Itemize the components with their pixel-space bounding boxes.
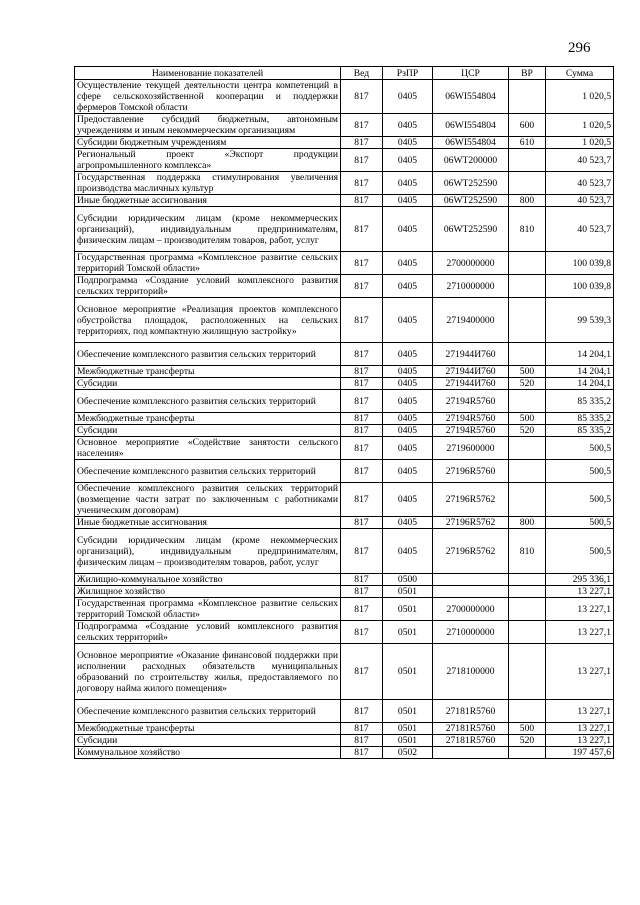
cell-csr: 27196R5762 bbox=[433, 529, 509, 574]
table-row bbox=[75, 700, 614, 723]
cell-vr bbox=[509, 149, 546, 172]
cell-vr bbox=[509, 275, 546, 298]
header-name: Наименование показателей bbox=[75, 67, 341, 80]
cell-rzpr: 0405 bbox=[383, 80, 433, 114]
cell-name: Обеспечение комплексного развития сельских территорий bbox=[75, 460, 341, 483]
cell-vr bbox=[509, 598, 546, 621]
cell-vr bbox=[509, 621, 546, 644]
cell-ved: 817 bbox=[341, 413, 383, 425]
header-sum: Сумма bbox=[546, 67, 614, 80]
cell-rzpr: 0405 bbox=[383, 343, 433, 366]
table-row bbox=[75, 598, 614, 621]
cell-csr: 271944И760 bbox=[433, 343, 509, 366]
cell-csr: 2718100000 bbox=[433, 644, 509, 700]
cell-ved: 817 bbox=[341, 598, 383, 621]
cell-vr: 810 bbox=[509, 529, 546, 574]
cell-sum: 40 523,7 bbox=[546, 149, 614, 172]
cell-rzpr: 0405 bbox=[383, 137, 433, 149]
cell-sum: 500,5 bbox=[546, 483, 614, 517]
cell-name: Коммунальное хозяйство bbox=[75, 747, 341, 759]
cell-vr: 520 bbox=[509, 735, 546, 747]
cell-ved: 817 bbox=[341, 207, 383, 252]
table-row bbox=[75, 390, 614, 413]
cell-sum: 500,5 bbox=[546, 437, 614, 460]
cell-ved: 817 bbox=[341, 700, 383, 723]
cell-csr: 06WI554804 bbox=[433, 137, 509, 149]
cell-rzpr: 0405 bbox=[383, 207, 433, 252]
cell-name: Государственная поддержка стимулирования увеличения производства масличных культур bbox=[75, 172, 341, 195]
cell-ved: 817 bbox=[341, 644, 383, 700]
cell-name: Основное мероприятие «Реализация проектов комплексного обустройства площадок, расположенных на сельских территориях, под компактную жилищную застройку» bbox=[75, 298, 341, 343]
cell-rzpr: 0405 bbox=[383, 195, 433, 207]
table-row bbox=[75, 413, 614, 425]
cell-rzpr: 0501 bbox=[383, 621, 433, 644]
cell-name: Обеспечение комплексного развития сельских территорий bbox=[75, 343, 341, 366]
cell-csr: 27194R5760 bbox=[433, 425, 509, 437]
cell-vr bbox=[509, 172, 546, 195]
table-row bbox=[75, 460, 614, 483]
cell-sum: 40 523,7 bbox=[546, 172, 614, 195]
header-csr: ЦСР bbox=[433, 67, 509, 80]
table-row bbox=[75, 621, 614, 644]
cell-csr: 27194R5760 bbox=[433, 390, 509, 413]
table-body bbox=[75, 80, 614, 759]
cell-name: Обеспечение комплексного развития сельских территорий bbox=[75, 700, 341, 723]
table-row bbox=[75, 517, 614, 529]
table-row bbox=[75, 378, 614, 390]
cell-name: Обеспечение комплексного развития сельских территорий bbox=[75, 390, 341, 413]
cell-csr bbox=[433, 586, 509, 598]
cell-csr: 27196R5762 bbox=[433, 483, 509, 517]
cell-name: Субсидии юридическим лицам (кроме некоммерческих организаций), индивидуальным предпринимателям, физическим лицам – производителям товаров, работ, услуг bbox=[75, 529, 341, 574]
table-row bbox=[75, 207, 614, 252]
cell-name: Межбюджетные трансферты bbox=[75, 366, 341, 378]
cell-sum: 13 227,1 bbox=[546, 723, 614, 735]
cell-rzpr: 0405 bbox=[383, 114, 433, 137]
cell-vr bbox=[509, 437, 546, 460]
table-row bbox=[75, 735, 614, 747]
cell-sum: 13 227,1 bbox=[546, 598, 614, 621]
cell-csr: 06WI554804 bbox=[433, 114, 509, 137]
cell-sum: 197 457,6 bbox=[546, 747, 614, 759]
cell-name: Региональный проект «Экспорт продукции агропромышленного комплекса» bbox=[75, 149, 341, 172]
cell-csr: 2710000000 bbox=[433, 275, 509, 298]
cell-vr: 600 bbox=[509, 114, 546, 137]
cell-name: Субсидии бюджетным учреждениям bbox=[75, 137, 341, 149]
cell-sum: 500,5 bbox=[546, 529, 614, 574]
cell-ved: 817 bbox=[341, 114, 383, 137]
cell-sum: 14 204,1 bbox=[546, 343, 614, 366]
cell-sum: 500,5 bbox=[546, 460, 614, 483]
page-number: 296 bbox=[568, 40, 591, 56]
cell-vr bbox=[509, 343, 546, 366]
cell-vr bbox=[509, 80, 546, 114]
cell-rzpr: 0501 bbox=[383, 586, 433, 598]
table-row bbox=[75, 644, 614, 700]
cell-rzpr: 0502 bbox=[383, 747, 433, 759]
cell-name: Субсидии bbox=[75, 425, 341, 437]
cell-vr: 500 bbox=[509, 723, 546, 735]
cell-name: Государственная программа «Комплексное развитие сельских территорий Томской области» bbox=[75, 598, 341, 621]
cell-csr: 06WT252590 bbox=[433, 172, 509, 195]
cell-rzpr: 0405 bbox=[383, 390, 433, 413]
cell-vr: 500 bbox=[509, 366, 546, 378]
cell-ved: 817 bbox=[341, 747, 383, 759]
cell-ved: 817 bbox=[341, 621, 383, 644]
header-ved: Вед bbox=[341, 67, 383, 80]
cell-vr bbox=[509, 700, 546, 723]
cell-rzpr: 0501 bbox=[383, 644, 433, 700]
cell-vr: 500 bbox=[509, 413, 546, 425]
cell-ved: 817 bbox=[341, 735, 383, 747]
cell-rzpr: 0500 bbox=[383, 574, 433, 586]
cell-rzpr: 0405 bbox=[383, 298, 433, 343]
cell-csr: 2710000000 bbox=[433, 621, 509, 644]
table-row bbox=[75, 195, 614, 207]
cell-csr: 27181R5760 bbox=[433, 723, 509, 735]
table-row bbox=[75, 114, 614, 137]
table-row bbox=[75, 343, 614, 366]
cell-csr: 27194R5760 bbox=[433, 413, 509, 425]
cell-vr bbox=[509, 483, 546, 517]
cell-sum: 13 227,1 bbox=[546, 735, 614, 747]
table-row bbox=[75, 425, 614, 437]
cell-ved: 817 bbox=[341, 574, 383, 586]
table-row bbox=[75, 574, 614, 586]
cell-ved: 817 bbox=[341, 275, 383, 298]
cell-name: Жилищно-коммунальное хозяйство bbox=[75, 574, 341, 586]
cell-csr: 2700000000 bbox=[433, 252, 509, 275]
cell-sum: 1 020,5 bbox=[546, 80, 614, 114]
cell-ved: 817 bbox=[341, 517, 383, 529]
table-row bbox=[75, 252, 614, 275]
cell-sum: 1 020,5 bbox=[546, 137, 614, 149]
cell-sum: 13 227,1 bbox=[546, 644, 614, 700]
cell-rzpr: 0405 bbox=[383, 413, 433, 425]
cell-vr bbox=[509, 586, 546, 598]
table-row bbox=[75, 80, 614, 114]
cell-sum: 295 336,1 bbox=[546, 574, 614, 586]
cell-vr bbox=[509, 460, 546, 483]
cell-sum: 85 335,2 bbox=[546, 390, 614, 413]
cell-csr bbox=[433, 747, 509, 759]
budget-table bbox=[74, 66, 614, 759]
cell-ved: 817 bbox=[341, 252, 383, 275]
cell-rzpr: 0405 bbox=[383, 252, 433, 275]
cell-rzpr: 0405 bbox=[383, 425, 433, 437]
cell-name: Иные бюджетные ассигнования bbox=[75, 517, 341, 529]
cell-sum: 13 227,1 bbox=[546, 621, 614, 644]
cell-ved: 817 bbox=[341, 723, 383, 735]
cell-rzpr: 0405 bbox=[383, 172, 433, 195]
cell-ved: 817 bbox=[341, 172, 383, 195]
cell-ved: 817 bbox=[341, 137, 383, 149]
cell-ved: 817 bbox=[341, 529, 383, 574]
cell-rzpr: 0501 bbox=[383, 723, 433, 735]
table-row bbox=[75, 137, 614, 149]
cell-ved: 817 bbox=[341, 390, 383, 413]
cell-ved: 817 bbox=[341, 425, 383, 437]
cell-csr: 2719400000 bbox=[433, 298, 509, 343]
table-row bbox=[75, 723, 614, 735]
cell-ved: 817 bbox=[341, 195, 383, 207]
cell-rzpr: 0405 bbox=[383, 275, 433, 298]
cell-rzpr: 0501 bbox=[383, 700, 433, 723]
cell-sum: 13 227,1 bbox=[546, 700, 614, 723]
header-rzpr: РзПР bbox=[383, 67, 433, 80]
cell-rzpr: 0405 bbox=[383, 529, 433, 574]
cell-sum: 99 539,3 bbox=[546, 298, 614, 343]
cell-rzpr: 0405 bbox=[383, 483, 433, 517]
cell-name: Межбюджетные трансферты bbox=[75, 413, 341, 425]
cell-name: Жилищное хозяйство bbox=[75, 586, 341, 598]
cell-csr: 27196R5760 bbox=[433, 460, 509, 483]
table-row bbox=[75, 366, 614, 378]
cell-vr: 610 bbox=[509, 137, 546, 149]
cell-name: Субсидии юридическим лицам (кроме некоммерческих организаций), индивидуальным предпринимателям, физическим лицам – производителям товаров, работ, услуг bbox=[75, 207, 341, 252]
cell-name: Обеспечение комплексного развития сельских территорий (возмещение части затрат по заключенным с работниками ученическим договорам) bbox=[75, 483, 341, 517]
cell-vr: 800 bbox=[509, 195, 546, 207]
table-header-row bbox=[75, 67, 614, 80]
cell-name: Осуществление текущей деятельности центра компетенций в сфере сельскохозяйственной кооперации и поддержки фермеров Томской области bbox=[75, 80, 341, 114]
cell-csr: 271944И760 bbox=[433, 366, 509, 378]
cell-sum: 85 335,2 bbox=[546, 425, 614, 437]
header-vr: ВР bbox=[509, 67, 546, 80]
table-row bbox=[75, 586, 614, 598]
cell-sum: 500,5 bbox=[546, 517, 614, 529]
cell-ved: 817 bbox=[341, 437, 383, 460]
cell-name: Основное мероприятие «Оказание финансовой поддержки при исполнении расходных обязательств муниципальных образований по строительству жилья, предоставляемого по договору найма жилого помещения» bbox=[75, 644, 341, 700]
cell-rzpr: 0405 bbox=[383, 149, 433, 172]
cell-ved: 817 bbox=[341, 149, 383, 172]
cell-sum: 85 335,2 bbox=[546, 413, 614, 425]
table-row bbox=[75, 529, 614, 574]
cell-name: Подпрограмма «Создание условий комплексного развития сельских территорий» bbox=[75, 275, 341, 298]
cell-sum: 40 523,7 bbox=[546, 207, 614, 252]
cell-ved: 817 bbox=[341, 343, 383, 366]
cell-vr bbox=[509, 298, 546, 343]
table-row bbox=[75, 275, 614, 298]
cell-rzpr: 0501 bbox=[383, 598, 433, 621]
cell-name: Субсидии bbox=[75, 378, 341, 390]
cell-vr: 810 bbox=[509, 207, 546, 252]
cell-ved: 817 bbox=[341, 460, 383, 483]
cell-sum: 14 204,1 bbox=[546, 366, 614, 378]
cell-vr: 520 bbox=[509, 378, 546, 390]
cell-rzpr: 0405 bbox=[383, 366, 433, 378]
cell-csr: 06WT200000 bbox=[433, 149, 509, 172]
cell-csr: 06WT252590 bbox=[433, 195, 509, 207]
cell-sum: 14 204,1 bbox=[546, 378, 614, 390]
cell-ved: 817 bbox=[341, 366, 383, 378]
cell-ved: 817 bbox=[341, 483, 383, 517]
cell-ved: 817 bbox=[341, 298, 383, 343]
cell-csr: 27181R5760 bbox=[433, 735, 509, 747]
cell-name: Государственная программа «Комплексное развитие сельских территорий Томской области» bbox=[75, 252, 341, 275]
table-row bbox=[75, 172, 614, 195]
cell-csr: 271944И760 bbox=[433, 378, 509, 390]
cell-sum: 100 039,8 bbox=[546, 275, 614, 298]
cell-name: Подпрограмма «Создание условий комплексного развития сельских территорий» bbox=[75, 621, 341, 644]
cell-sum: 40 523,7 bbox=[546, 195, 614, 207]
table-row bbox=[75, 437, 614, 460]
cell-csr: 2700000000 bbox=[433, 598, 509, 621]
cell-name: Основное мероприятие «Содействие занятости сельского населения» bbox=[75, 437, 341, 460]
cell-sum: 13 227,1 bbox=[546, 586, 614, 598]
cell-vr: 520 bbox=[509, 425, 546, 437]
cell-vr bbox=[509, 252, 546, 275]
cell-rzpr: 0405 bbox=[383, 437, 433, 460]
cell-csr bbox=[433, 574, 509, 586]
cell-csr: 06WT252590 bbox=[433, 207, 509, 252]
cell-vr bbox=[509, 574, 546, 586]
cell-ved: 817 bbox=[341, 80, 383, 114]
cell-ved: 817 bbox=[341, 586, 383, 598]
cell-csr: 27181R5760 bbox=[433, 700, 509, 723]
cell-csr: 27196R5762 bbox=[433, 517, 509, 529]
cell-rzpr: 0405 bbox=[383, 378, 433, 390]
cell-name: Иные бюджетные ассигнования bbox=[75, 195, 341, 207]
cell-vr bbox=[509, 390, 546, 413]
cell-csr: 2719600000 bbox=[433, 437, 509, 460]
cell-rzpr: 0501 bbox=[383, 735, 433, 747]
cell-name: Предоставление субсидий бюджетным, автономным учреждениям и иным некоммерческим организациям bbox=[75, 114, 341, 137]
cell-sum: 1 020,5 bbox=[546, 114, 614, 137]
cell-vr bbox=[509, 644, 546, 700]
cell-vr bbox=[509, 747, 546, 759]
cell-ved: 817 bbox=[341, 378, 383, 390]
cell-rzpr: 0405 bbox=[383, 517, 433, 529]
table-row bbox=[75, 747, 614, 759]
cell-name: Межбюджетные трансферты bbox=[75, 723, 341, 735]
cell-sum: 100 039,8 bbox=[546, 252, 614, 275]
cell-name: Субсидии bbox=[75, 735, 341, 747]
table-row bbox=[75, 298, 614, 343]
cell-vr: 800 bbox=[509, 517, 546, 529]
cell-csr: 06WI554804 bbox=[433, 80, 509, 114]
table-row bbox=[75, 483, 614, 517]
table-row bbox=[75, 149, 614, 172]
cell-rzpr: 0405 bbox=[383, 460, 433, 483]
